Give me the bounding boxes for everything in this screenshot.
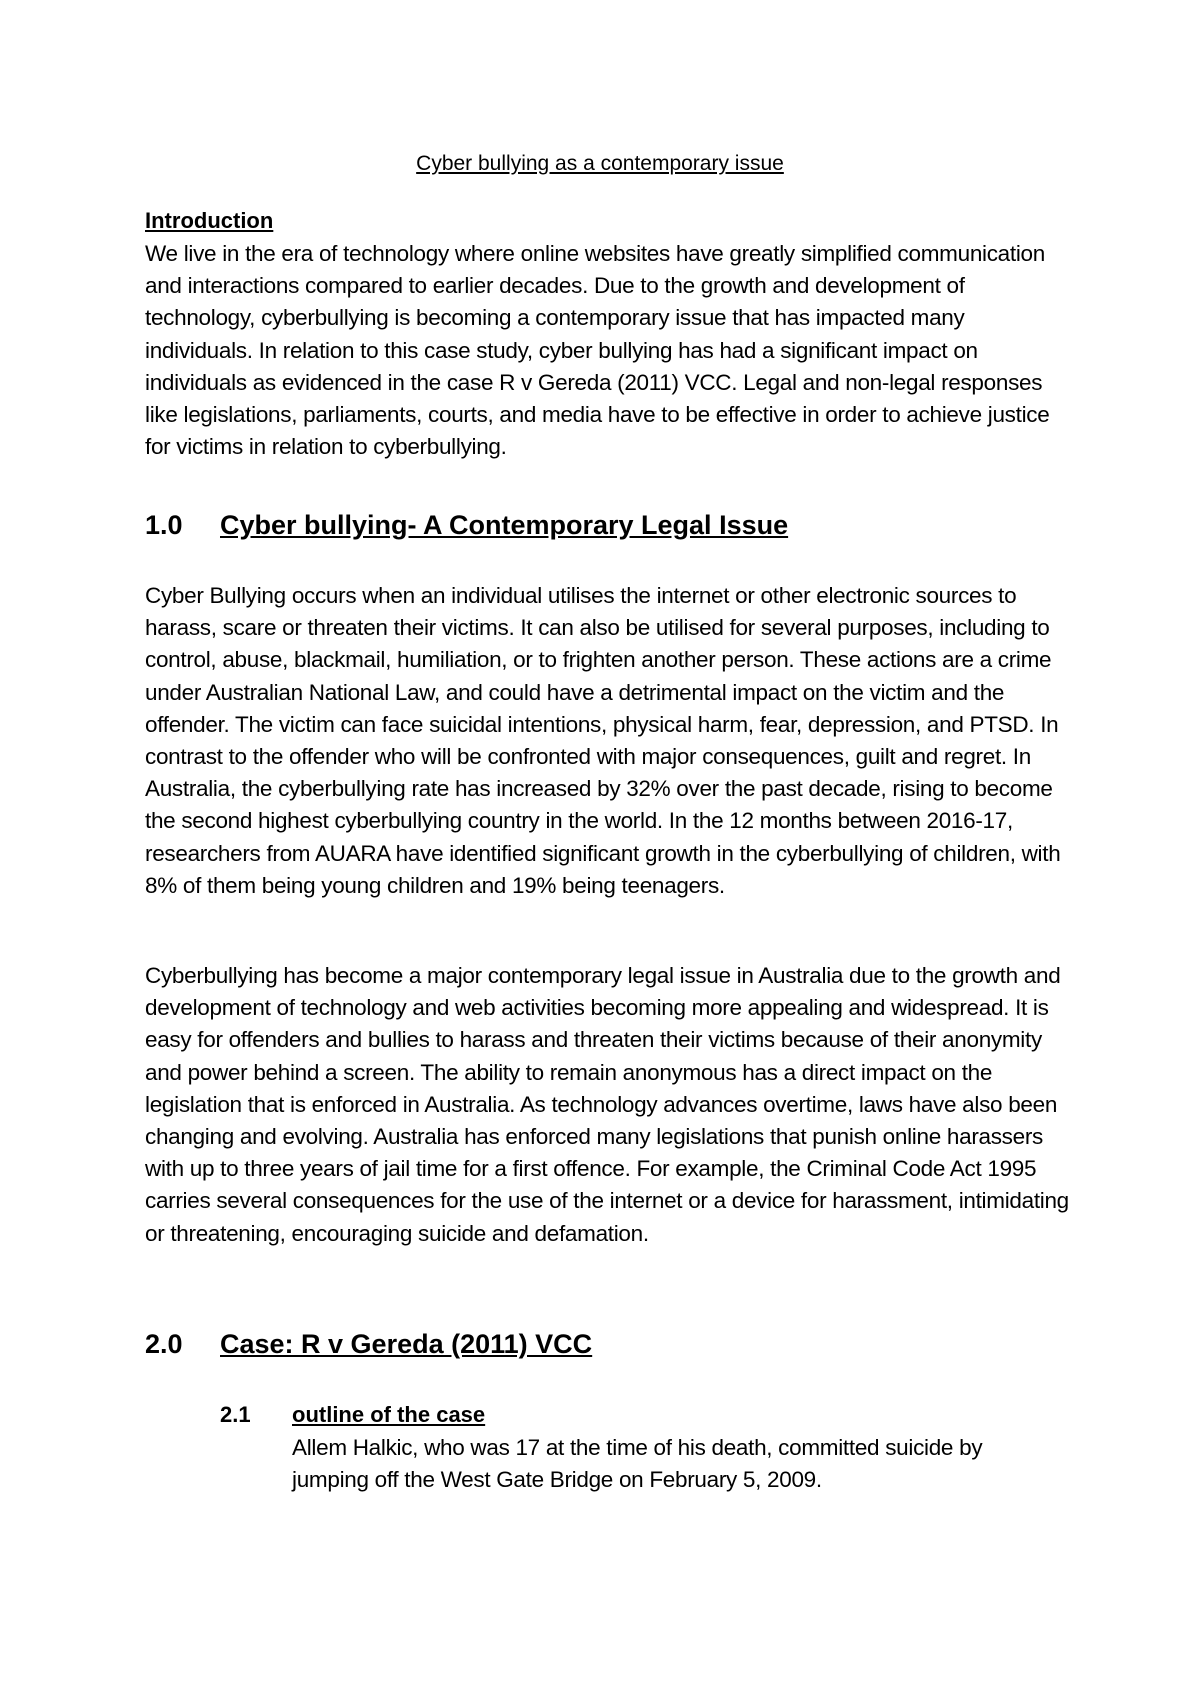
section-1-number: 1.0 (145, 510, 183, 540)
section-1-paragraph-1: Cyber Bullying occurs when an individual utilises the internet or other electronic sources to harass, scare or threaten their victims. It can also be utilised for several purposes, including to control, abuse, blackmail, humiliation, or to frighten another person. These actions are a crime under Australian National Law, and could have a detrimental impact on the victim and the offender. The victim can face suicidal intentions, physical harm, fear, depression, and PTSD. In contrast to the offender who will be confronted with major consequences, guilt and regret. In Australia, the cyberbullying rate has increased by 32% over the past decade, rising to become the second highest cyberbullying country in the world. In the 12 months between 2016-17, researchers from AUARA have identified significant growth in the cyberbullying of children, with 8% of them being young children and 19% being teenagers. (145, 583, 1061, 898)
introduction-paragraph: We live in the era of technology where online websites have greatly simplified communication and interactions compared to earlier decades. Due to the growth and development of technology, cyberbullying is becoming a contemporary issue that has impacted many individuals. In relation to this case study, cyber bullying has had a significant impact on individuals as evidenced in the case R v Gereda (2011) VCC. Legal and non-legal responses like legislations, parliaments, courts, and media have to be effective in order to achieve justice for victims in relation to cyberbullying. (145, 241, 1050, 460)
introduction-label: Introduction (145, 208, 274, 233)
section-1-heading (145, 507, 788, 543)
subsection-2-1-number: 2.1 (220, 1402, 251, 1427)
section-2-heading (145, 1326, 592, 1362)
document-title: Cyber bullying as a contemporary issue (416, 152, 784, 175)
subsection-2-1-paragraph: Allem Halkic, who was 17 at the time of his death, committed suicide by jumping off the West Gate Bridge on February 5, 2009. (292, 1435, 983, 1493)
section-1-title: Cyber bullying- A Contemporary Legal Issue (220, 510, 789, 540)
subsection-2-1-title: outline of the case (292, 1402, 486, 1427)
section-2-title: Case: R v Gereda (2011) VCC (220, 1329, 593, 1359)
section-1-paragraph-2: Cyberbullying has become a major contemporary legal issue in Australia due to the growth and development of technology and web activities becoming more appealing and widespread. It is easy for offenders and bullies to harass and threaten their victims because of their anonymity and power behind a screen. The ability to remain anonymous has a direct impact on the legislation that is enforced in Australia. As technology advances overtime, laws have also been changing and evolving. Australia has enforced many legislations that punish online harassers with up to three years of jail time for a first offence. For example, the Criminal Code Act 1995 carries several consequences for the use of the internet or a device for harassment, intimidating or threatening, encouraging suicide and defamation. (145, 963, 1069, 1246)
subsection-2-1-heading (220, 1400, 485, 1430)
section-2-number: 2.0 (145, 1329, 183, 1359)
